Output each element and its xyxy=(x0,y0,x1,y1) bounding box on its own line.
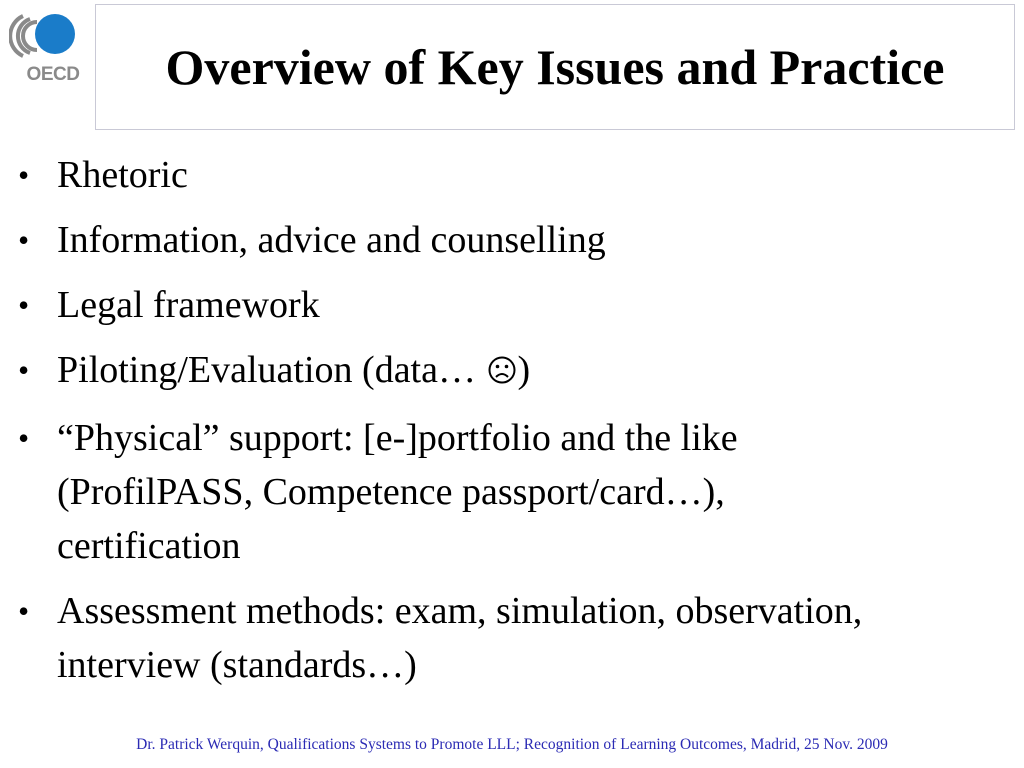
bullet-text: Information, advice and counselling xyxy=(57,219,606,261)
bullet-item-assessment xyxy=(18,584,898,692)
bullet-item-information xyxy=(18,213,898,267)
slide-title: Overview of Key Issues and Practice xyxy=(165,39,945,95)
bullet-marker: • xyxy=(18,287,30,323)
oecd-logo xyxy=(9,10,81,85)
bullet-text: Assessment methods: exam, simulation, observation, interview (standards…) xyxy=(57,590,863,686)
oecd-logo-mark xyxy=(9,10,81,64)
oecd-logo-text: OECD xyxy=(26,64,80,85)
bullet-marker: • xyxy=(18,420,30,456)
bullet-text: “Physical” support: [e-]portfolio and the like (ProfilPASS, Competence passport/card…), certification xyxy=(57,417,738,567)
bullet-text xyxy=(57,343,898,400)
bullet-text-before: Piloting/Evaluation (data… xyxy=(57,349,486,391)
bullet-text: Rhetoric xyxy=(57,154,188,196)
bullet-item-legal xyxy=(18,278,898,332)
bullet-marker: • xyxy=(18,593,30,629)
bullet-item-physical-support xyxy=(18,411,898,573)
title-box xyxy=(95,4,1015,130)
bullet-marker: • xyxy=(18,222,30,258)
bullet-marker: • xyxy=(18,352,30,388)
bullet-marker: • xyxy=(18,157,30,193)
bullet-list xyxy=(18,148,898,703)
bullet-item-piloting xyxy=(18,343,898,400)
bullet-text-after: ) xyxy=(517,349,531,391)
sad-face-icon xyxy=(487,346,517,400)
slide-footer: Dr. Patrick Werquin, Qualifications Systems to Promote LLL; Recognition of Learning Outcomes, Madrid, 25 Nov. 2009 xyxy=(136,736,888,753)
bullet-item-rhetoric xyxy=(18,148,898,202)
bullet-text: Legal framework xyxy=(57,284,320,326)
